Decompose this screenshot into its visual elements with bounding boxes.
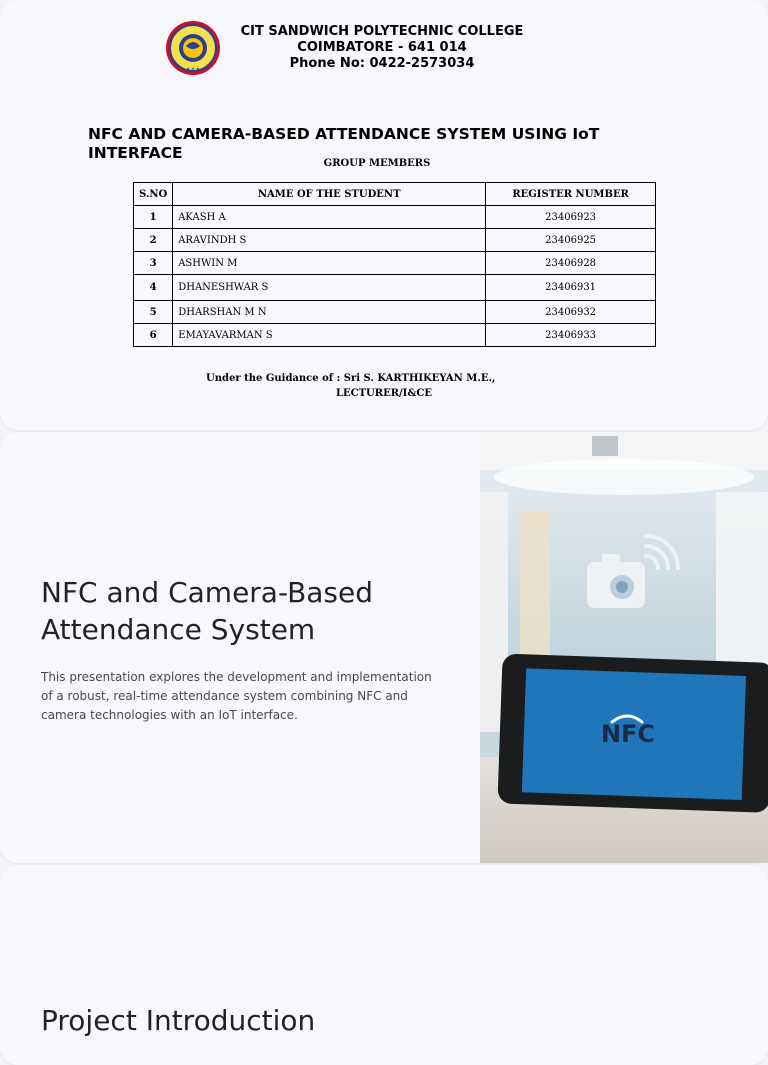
cell-sno: 1 bbox=[134, 206, 173, 229]
cell-reg: 23406932 bbox=[486, 301, 656, 324]
cell-name: EMAYAVARMAN S bbox=[173, 324, 486, 347]
table-row bbox=[134, 229, 656, 252]
college-phone: Phone No: 0422-2573034 bbox=[289, 56, 475, 71]
cell-name: DHARSHAN M N bbox=[173, 301, 486, 324]
college-header bbox=[230, 24, 534, 72]
camera-icon bbox=[587, 554, 645, 608]
column-header: NAME OF THE STUDENT bbox=[173, 183, 486, 206]
table-row bbox=[134, 252, 656, 275]
group-members-heading: GROUP MEMBERS bbox=[323, 158, 431, 169]
cell-reg: 23406928 bbox=[486, 252, 656, 275]
table-row bbox=[134, 275, 656, 301]
column-header: REGISTER NUMBER bbox=[486, 183, 656, 206]
members-table bbox=[133, 182, 656, 347]
cell-sno: 6 bbox=[134, 324, 173, 347]
project-title: NFC AND CAMERA-BASED ATTENDANCE SYSTEM USING IoT INTERFACE bbox=[88, 125, 600, 162]
slide-title: Project Introduction bbox=[41, 1004, 316, 1037]
cell-reg: 23406931 bbox=[486, 275, 656, 301]
nfc-tablet-photo bbox=[480, 432, 768, 863]
college-address: COIMBATORE - 641 014 bbox=[297, 40, 467, 55]
cell-name: AKASH A bbox=[173, 206, 486, 229]
table-header-row bbox=[134, 183, 656, 206]
cell-reg: 23406925 bbox=[486, 229, 656, 252]
slide-description: This presentation explores the development and implementation of a robust, real-time attendance system combining NFC and camera technologies with an IoT interface. bbox=[41, 670, 432, 722]
cell-sno: 4 bbox=[134, 275, 173, 301]
guidance-line2: LECTURER/I&CE bbox=[336, 388, 432, 399]
table-row bbox=[134, 206, 656, 229]
table-row bbox=[134, 301, 656, 324]
cell-name: ASHWIN M bbox=[173, 252, 486, 275]
cell-name: DHANESHWAR S bbox=[173, 275, 486, 301]
college-name: CIT SANDWICH POLYTECHNIC COLLEGE bbox=[240, 24, 524, 39]
guidance-text bbox=[206, 371, 566, 401]
cell-reg: 23406923 bbox=[486, 206, 656, 229]
cell-sno: 3 bbox=[134, 252, 173, 275]
cell-sno: 2 bbox=[134, 229, 173, 252]
photo-illustration bbox=[480, 432, 768, 863]
cell-sno: 5 bbox=[134, 301, 173, 324]
cell-reg: 23406933 bbox=[486, 324, 656, 347]
slide-title: NFC and Camera-Based Attendance System bbox=[41, 576, 374, 646]
column-header: S.NO bbox=[134, 183, 173, 206]
svg-text:★ ★ ★: ★ ★ ★ bbox=[186, 66, 200, 71]
title-slide bbox=[0, 0, 768, 430]
guidance-line1: Under the Guidance of : Sri S. KARTHIKEYAN M.E., bbox=[206, 373, 496, 384]
tablet-screen-text: NFC bbox=[600, 720, 656, 748]
table-row bbox=[134, 324, 656, 347]
cell-name: ARAVINDH S bbox=[173, 229, 486, 252]
college-logo bbox=[158, 20, 228, 76]
